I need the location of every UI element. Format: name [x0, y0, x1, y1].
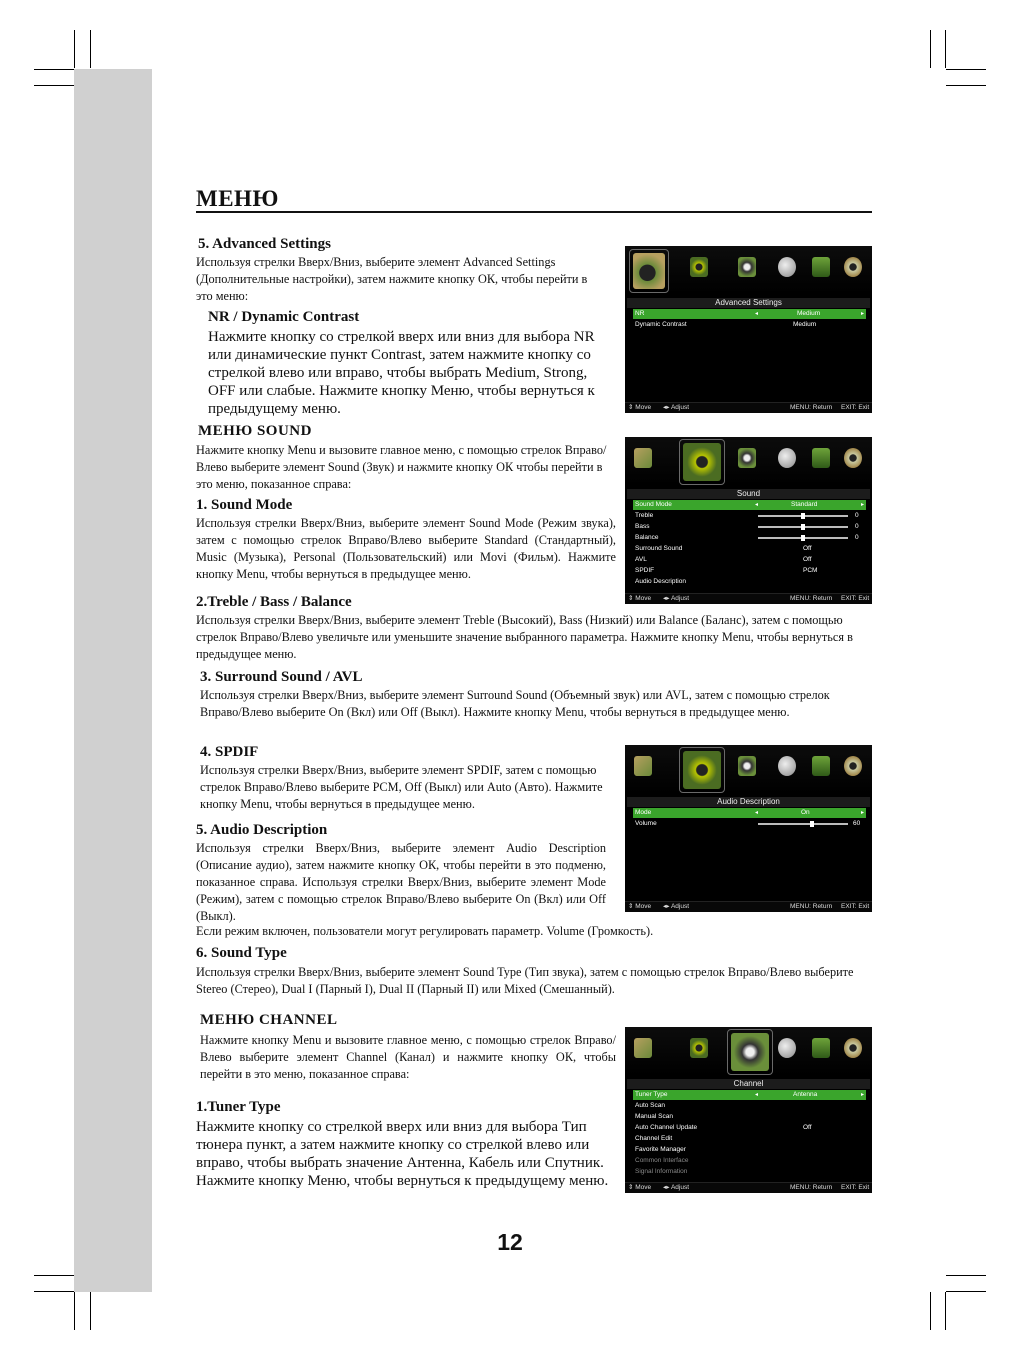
picture-icon [629, 249, 669, 293]
tuner-type-heading: 1.Tuner Type [196, 1099, 281, 1115]
osd-row-favorite-manager[interactable]: Favorite Manager [635, 1146, 686, 1153]
osd-icon-bar [625, 246, 872, 294]
osd-row-surround[interactable]: Surround Sound Off [635, 545, 812, 552]
audio-description-text: Используя стрелки Вверх/Вниз, выберите элемент Audio Description (Описание аудио), затем нажмите кнопку ОК, чтобы перейти в это подменю, показанное справа. Используя стрелки Вверх/Вниз, выберите элемент Mode (Режим), затем с помощью стрелок Вправо/Влево выберите On (Вкл) или Off (Выкл). [196, 841, 606, 923]
osd-row-dynamic-contrast[interactable]: Dynamic Contrast Medium [635, 321, 817, 328]
osd-footer: ⇕ Move ◂▸ Adjust MENU: Return EXIT: Exit [625, 1182, 872, 1193]
osd-channel-screen [625, 1027, 872, 1193]
osd-header: Sound [627, 489, 870, 499]
sound-heading: МЕНЮ SOUND [198, 423, 312, 439]
lock-icon [809, 254, 833, 280]
osd-row-avl[interactable]: AVL Off [635, 556, 812, 563]
globe-icon [775, 753, 799, 779]
osd-icon-bar [625, 1027, 872, 1075]
nr-heading: NR / Dynamic Contrast [208, 309, 360, 325]
treble-text: Используя стрелки Вверх/Вниз, выберите элемент Treble (Высокий), Bass (Низкий) или Balance (Баланс), затем с помощью стрелок Вправо/Влево увеличьте или уменьшите значение выбранного параметра. Нажмите кнопку Menu, чтобы вернуться в предыдущее меню. [196, 613, 853, 661]
osd-header: Audio Description [627, 797, 870, 807]
osd-row-manual-scan[interactable]: Manual Scan [635, 1113, 673, 1120]
picture-icon [631, 445, 655, 471]
bass-slider[interactable] [758, 526, 848, 528]
tuner-type-text: Нажмите кнопку со стрелкой вверх или вниз для выбора Тип тюнера пункт, а затем нажмите кнопку со стрелкой влево или вправо, чтобы выбрать значение Антенна, Кабель или Спутник. Нажмите кнопку Меню, чтобы вернуться к предыдущему меню. [196, 1119, 609, 1189]
sound-icon [687, 1035, 711, 1061]
osd-row-auto-channel-update[interactable]: Auto Channel Update Off [635, 1124, 812, 1131]
treble-slider[interactable] [758, 515, 848, 517]
treble-heading: 2.Treble / Bass / Balance [196, 594, 352, 610]
picture-icon [631, 1035, 655, 1061]
sound-text: Нажмите кнопку Menu и вызовите главное меню, с помощью стрелок Вправо/Влево выберите элемент Sound (Звук) и нажмите кнопку ОК чтобы перейти в это меню, показанное справа: [196, 443, 607, 491]
osd-row-bass[interactable]: Bass 0 [635, 523, 859, 530]
page-number: 12 [497, 1229, 523, 1255]
gear-icon [841, 1035, 865, 1061]
osd-row-balance[interactable]: Balance 0 [635, 534, 859, 541]
surround-text: Используя стрелки Вверх/Вниз, выберите элемент Surround Sound (Объемный звук) или AVL, затем с помощью стрелок Вправо/Влево выберите On (Вкл) или Off (Выкл). Нажмите кнопку Menu, чтобы вернуться в предыдущее меню. [200, 688, 830, 719]
advanced-heading: 5. Advanced Settings [198, 236, 331, 252]
osd-icon-bar [625, 437, 872, 485]
osd-row-channel-edit[interactable]: Channel Edit [635, 1135, 673, 1142]
lock-icon [809, 445, 833, 471]
volume-slider[interactable] [758, 823, 848, 825]
osd-row-spdif[interactable]: SPDIF PCM [635, 567, 818, 574]
osd-audio-description-screen [625, 745, 872, 912]
spdif-text: Используя стрелки Вверх/Вниз, выберите элемент SPDIF, затем с помощью стрелок Вправо/Влево выберите PCM, Off (Выкл) или Auto (Авто). Нажмите кнопку Menu, чтобы вернуться в предыдущее меню. [200, 763, 603, 811]
channel-icon [735, 445, 759, 471]
osd-row-sound-mode[interactable]: Sound Mode ◂ Standard ▸ [635, 501, 864, 508]
globe-icon [775, 254, 799, 280]
osd-icon-bar [625, 745, 872, 793]
sound-icon [687, 254, 711, 280]
osd-header: Channel [627, 1079, 870, 1089]
osd-row-common-interface: Common Interface [635, 1157, 689, 1164]
surround-heading: 3. Surround Sound / AVL [200, 669, 363, 685]
osd-header: Advanced Settings [627, 298, 870, 308]
sound-icon [679, 439, 725, 485]
osd-row-treble[interactable]: Treble 0 [635, 512, 859, 519]
channel-icon [735, 753, 759, 779]
sound-mode-heading: 1. Sound Mode [196, 497, 293, 513]
osd-sound-screen [625, 437, 872, 604]
advanced-text: Используя стрелки Вверх/Вниз, выберите элемент Advanced Settings (Дополнительные настройки), затем нажмите кнопку ОК, чтобы перейти в это меню: [196, 255, 588, 303]
title-rule [196, 211, 872, 213]
sound-icon [679, 747, 725, 793]
channel-heading: МЕНЮ CHANNEL [200, 1012, 338, 1028]
sound-type-heading: 6. Sound Type [196, 945, 287, 961]
page-side-band [74, 69, 152, 1292]
osd-row-audio-description[interactable]: Audio Description [635, 578, 686, 585]
osd-footer: ⇕ Move ◂▸ Adjust MENU: Return EXIT: Exit [625, 593, 872, 604]
osd-row-volume[interactable]: Volume 60 [635, 820, 861, 827]
spdif-heading: 4. SPDIF [200, 744, 259, 760]
lock-icon [809, 753, 833, 779]
globe-icon [775, 1035, 799, 1061]
audio-description-note: Если режим включен, пользователи могут регулировать параметр. Volume (Громкость). [196, 924, 654, 938]
page-title: МЕНЮ [196, 186, 279, 211]
osd-row-tuner-type[interactable]: Tuner Type ◂ Antenna ▸ [635, 1091, 864, 1098]
osd-row-auto-scan[interactable]: Auto Scan [635, 1102, 665, 1109]
sound-mode-text: Используя стрелки Вверх/Вниз, выберите элемент Sound Mode (Режим звука), затем с помощью стрелок Вправо/Влево выберите Standard (Стандартный), Music (Музыка), Personal (Пользовательский) или Movi (Фильм). Нажмите кнопку Menu, чтобы вернуться в предыдущее меню. [196, 516, 616, 581]
gear-icon [841, 753, 865, 779]
osd-footer: ⇕ Move ◂▸ Adjust MENU: Return EXIT: Exit [625, 901, 872, 912]
gear-icon [841, 445, 865, 471]
picture-icon [631, 753, 655, 779]
osd-row-nr[interactable]: NR ◂ Medium ▸ [635, 310, 864, 317]
osd-row-mode[interactable]: Mode ◂ On ▸ [635, 809, 864, 816]
channel-icon [735, 254, 759, 280]
audio-description-heading: 5. Audio Description [196, 822, 328, 838]
lock-icon [809, 1035, 833, 1061]
osd-footer: ⇕ Move ◂▸ Adjust MENU: Return EXIT: Exit [625, 402, 872, 413]
globe-icon [775, 445, 799, 471]
channel-icon [727, 1029, 773, 1075]
osd-row-signal-information: Signal Information [635, 1168, 688, 1175]
osd-advanced-screen [625, 246, 872, 413]
nr-text: Нажмите кнопку со стрелкой вверх или вниз для выбора NR или динамические пункт Contrast, затем нажмите кнопку со стрелкой влево или вправо, чтобы выбрать Medium, Strong, OFF или слабые. Нажмите кнопку Меню, чтобы вернуться к предыдущему меню. [208, 329, 595, 417]
gear-icon [841, 254, 865, 280]
balance-slider[interactable] [758, 537, 848, 539]
channel-text: Нажмите кнопку Menu и вызовите главное меню, с помощью стрелок Вправо/Влево выберите элемент Channel (Канал) и нажмите кнопку ОК, чтобы перейти в это меню, показанное справа: [200, 1033, 616, 1081]
sound-type-text: Используя стрелки Вверх/Вниз, выберите элемент Sound Type (Тип звука), затем с помощью стрелок Вправо/Влево выберите Stereo (Стерео), Dual I (Парный I), Dual II (Парный II) или Mixed (Смешанный). [196, 965, 854, 996]
